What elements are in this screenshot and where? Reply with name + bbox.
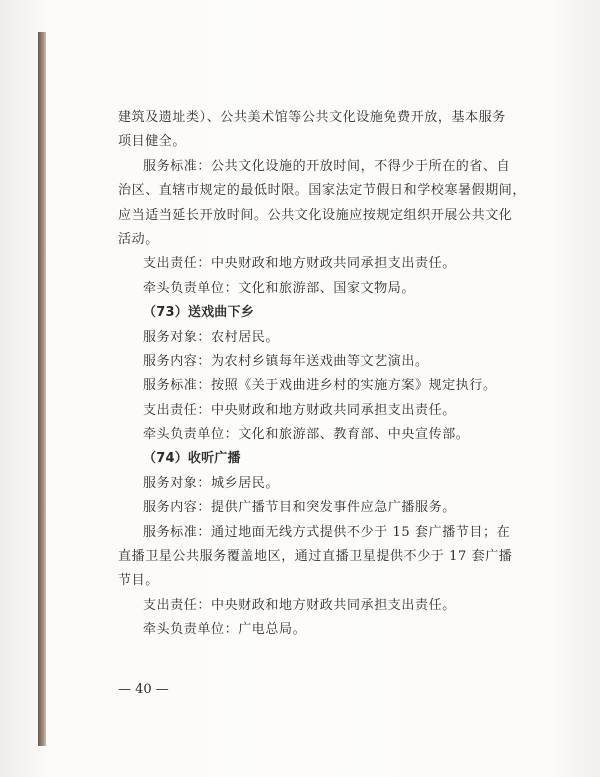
text-line: 支出责任：中央财政和地方财政共同承担支出责任。 — [143, 256, 456, 272]
text-line: 活动。 — [118, 231, 159, 247]
text-line: 服务内容：为农村乡镇每年送戏曲等文艺演出。 — [143, 353, 429, 369]
text-line: 服务对象：城乡居民。 — [143, 475, 280, 491]
text-line: 支出责任：中央财政和地方财政共同承担支出责任。 — [143, 402, 456, 418]
text-line: 节目。 — [118, 573, 159, 589]
text-line: 服务对象：农村居民。 — [143, 329, 280, 345]
text-line: 治区、直辖市规定的最低时限。国家法定节假日和学校寒暑假期间， — [118, 183, 527, 199]
text-line: 牵头负责单位：文化和旅游部、国家文物局。 — [143, 280, 416, 296]
text-line: 牵头负责单位：广电总局。 — [143, 622, 307, 638]
binding-edge — [38, 32, 46, 746]
section-heading: （74）收听广播 — [143, 451, 241, 467]
text-line: 服务标准：按照《关于戏曲进乡村的实施方案》规定执行。 — [143, 378, 497, 394]
text-line: 牵头负责单位：文化和旅游部、教育部、中央宣传部。 — [143, 427, 470, 443]
text-line: 应当适当延长开放时间。公共文化设施应按规定组织开展公共文化 — [118, 207, 513, 223]
text-line: 服务标准：通过地面无线方式提供不少于 15 套广播节目；在 — [143, 524, 511, 540]
text-line: 服务标准：公共文化设施的开放时间，不得少于所在的省、自 — [143, 158, 511, 174]
section-heading: （73）送戏曲下乡 — [143, 305, 254, 321]
text-line: 项目健全。 — [118, 134, 187, 150]
text-line: 建筑及遗址类）、公共美术馆等公共文化设施免费开放，基本服务 — [118, 110, 506, 125]
text-line: 支出责任：中央财政和地方财政共同承担支出责任。 — [143, 597, 456, 613]
text-line: 服务内容：提供广播节目和突发事件应急广播服务。 — [143, 500, 456, 516]
text-block — [118, 108, 527, 645]
text-line: 直播卫星公共服务覆盖地区，通过直播卫星提供不少于 17 套广播 — [118, 549, 513, 565]
page-number: — 40 — — [118, 682, 169, 697]
